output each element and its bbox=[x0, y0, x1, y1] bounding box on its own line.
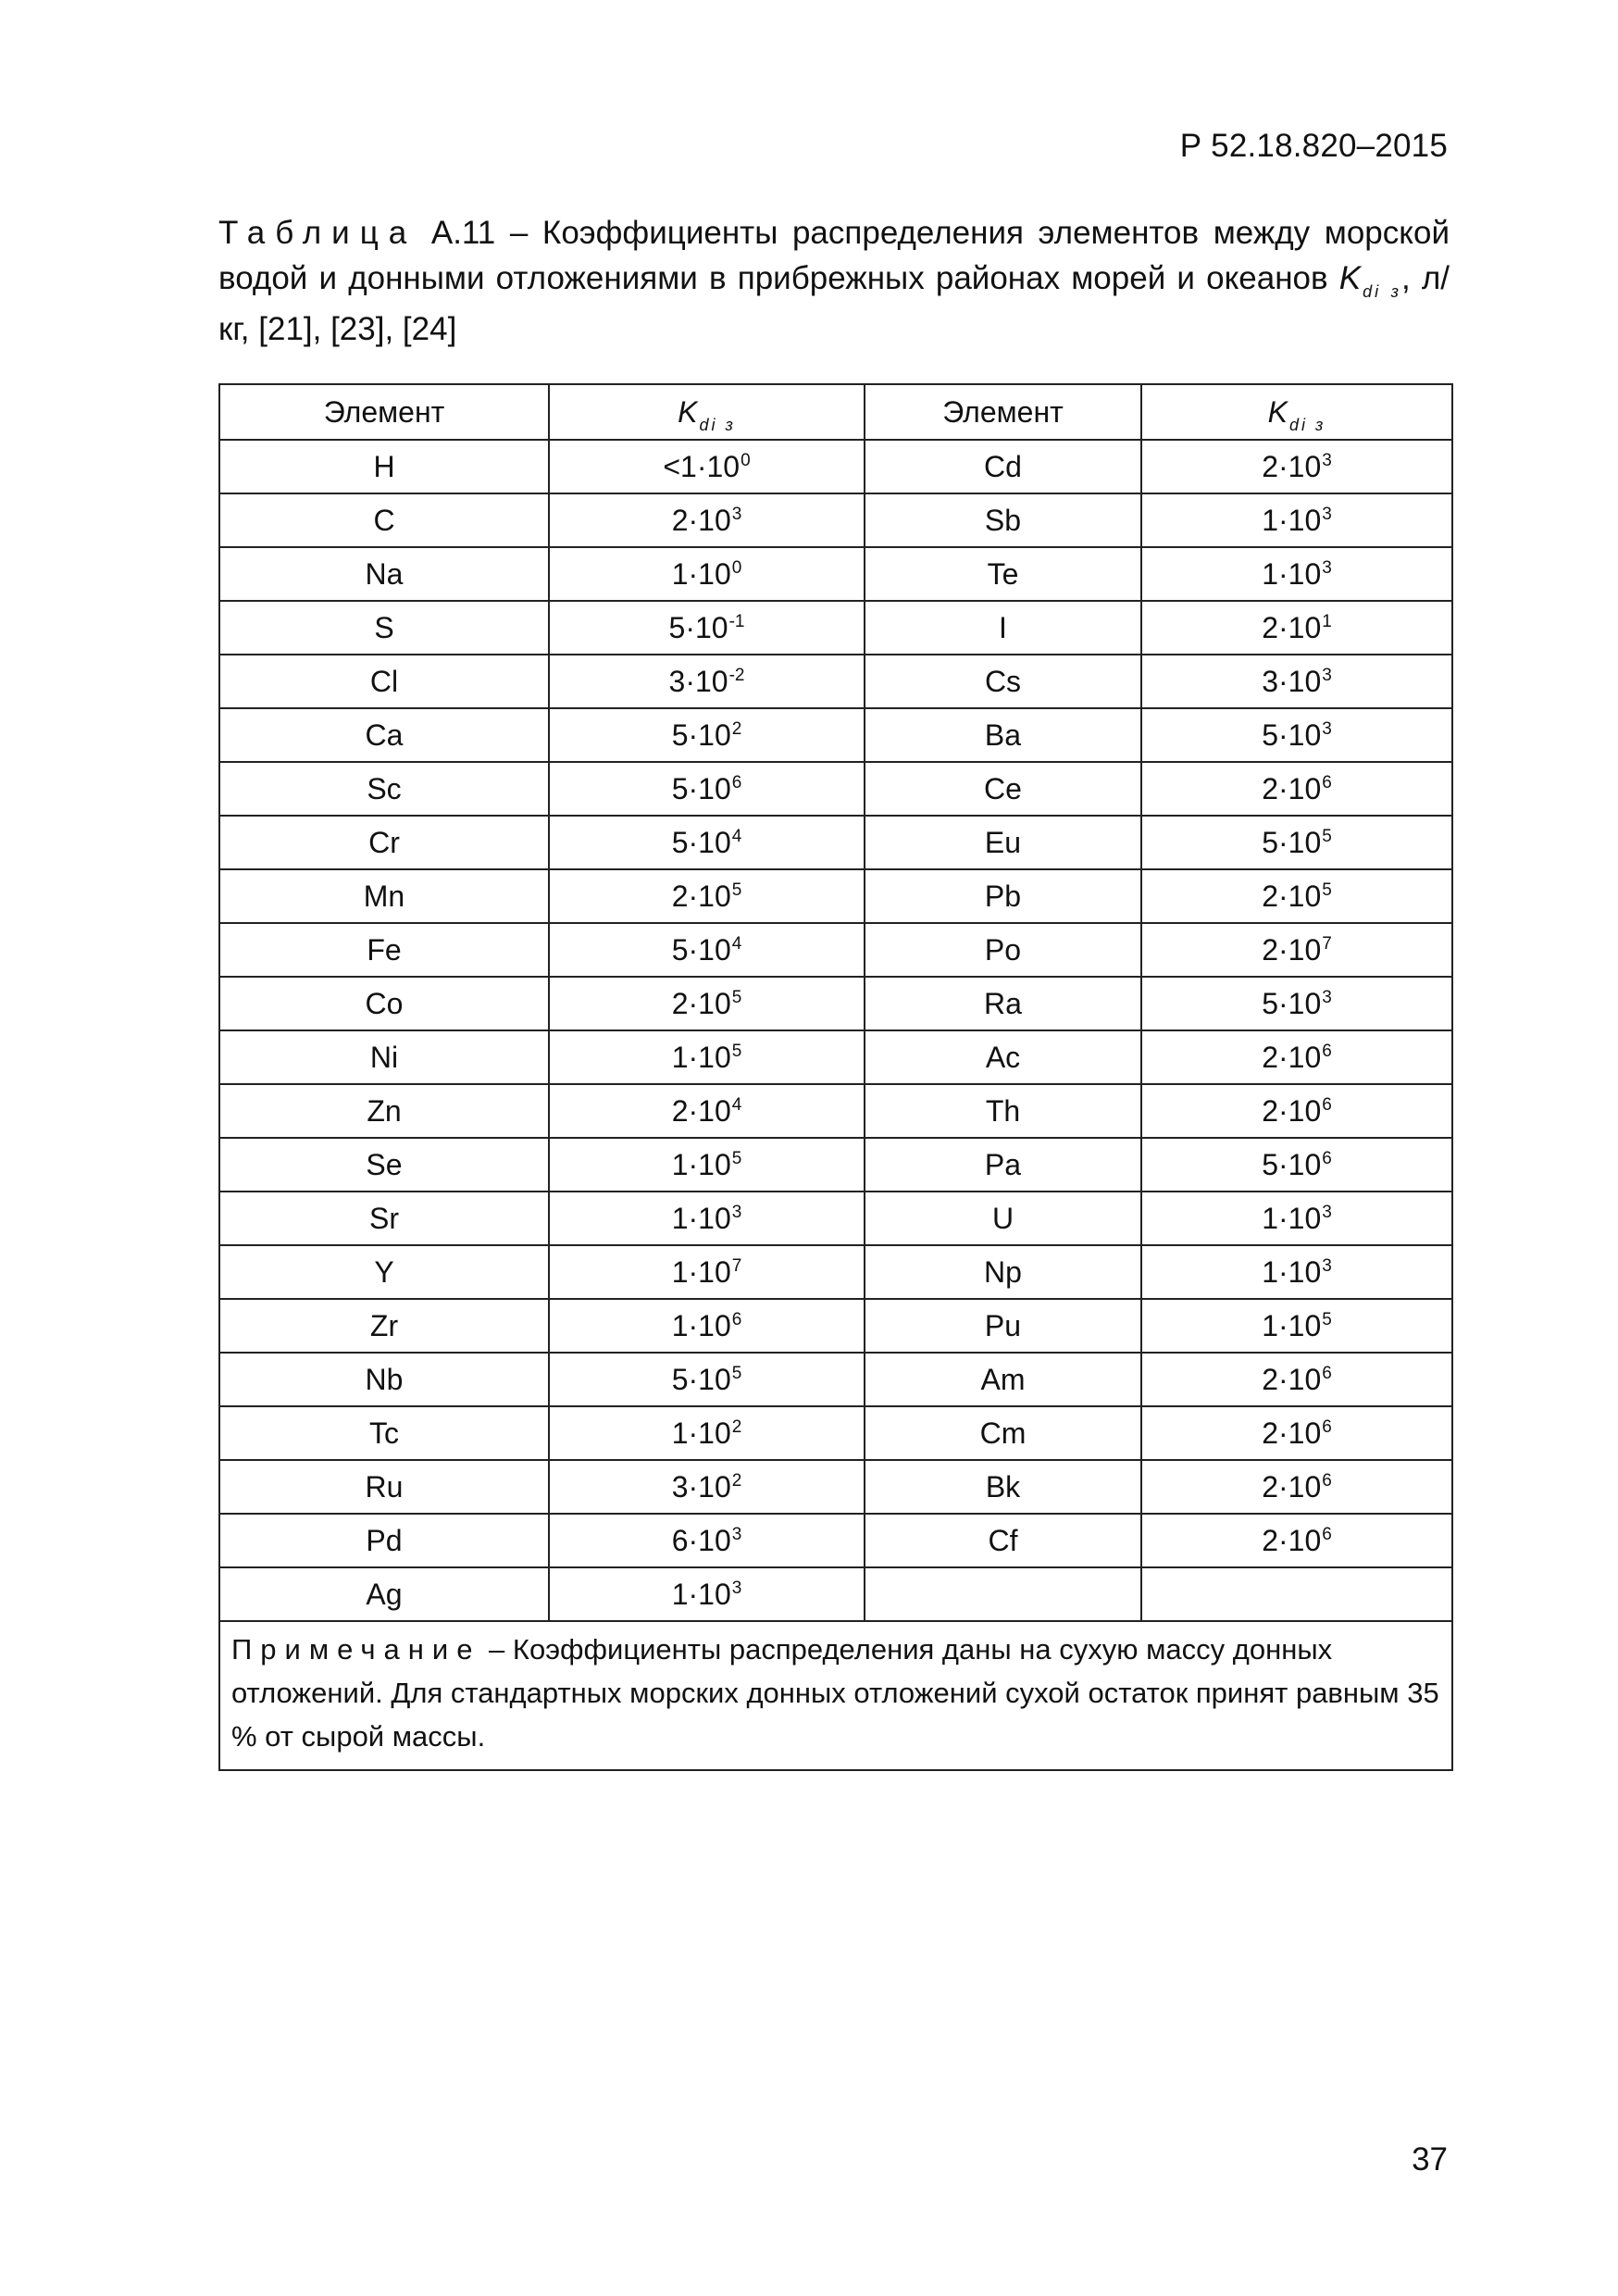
element-cell: Bk bbox=[865, 1460, 1141, 1514]
coefficient-exponent: 5 bbox=[731, 987, 742, 1007]
coefficient-cell bbox=[1141, 1406, 1452, 1460]
coefficient-mantissa: 2·10 bbox=[671, 503, 731, 537]
coefficient-cell bbox=[1141, 1460, 1452, 1514]
coefficient-cell bbox=[549, 1460, 865, 1514]
element-cell: Mn bbox=[219, 869, 549, 923]
header-k-subscript: di з bbox=[1288, 415, 1326, 434]
coefficient-exponent: 6 bbox=[1322, 1094, 1332, 1115]
element-cell: Tc bbox=[219, 1406, 549, 1460]
table-note bbox=[219, 1621, 1452, 1770]
coefficient-mantissa: 5·10 bbox=[671, 1362, 731, 1396]
coefficient-exponent: 6 bbox=[1322, 1041, 1332, 1061]
coefficient-cell bbox=[549, 1353, 865, 1406]
caption-label: Таблица bbox=[218, 215, 417, 251]
element-cell: Te bbox=[865, 547, 1141, 601]
element-cell: Sb bbox=[865, 493, 1141, 547]
coefficient-cell bbox=[549, 1406, 865, 1460]
coefficient-exponent: 5 bbox=[1322, 826, 1332, 846]
coefficient-exponent: 5 bbox=[731, 1148, 742, 1168]
element-cell: Pd bbox=[219, 1514, 549, 1567]
coefficient-cell bbox=[1141, 1299, 1452, 1353]
coefficient-cell bbox=[549, 1138, 865, 1192]
coefficient-exponent: 4 bbox=[731, 933, 742, 954]
coefficient-cell bbox=[549, 923, 865, 977]
element-cell: Ba bbox=[865, 708, 1141, 762]
coefficient-exponent: 7 bbox=[731, 1255, 742, 1276]
coefficient-cell bbox=[1141, 493, 1452, 547]
element-cell: Y bbox=[219, 1245, 549, 1299]
table-row bbox=[219, 708, 1452, 762]
header-element: Элемент bbox=[219, 384, 549, 440]
coefficient-exponent: 1 bbox=[1322, 611, 1332, 631]
coefficient-mantissa: 2·10 bbox=[1262, 771, 1322, 805]
coefficient-cell bbox=[1141, 816, 1452, 869]
element-cell: Cm bbox=[865, 1406, 1141, 1460]
element-cell: H bbox=[219, 440, 549, 493]
note-row bbox=[219, 1621, 1452, 1770]
table-row bbox=[219, 493, 1452, 547]
coefficient-mantissa: 5·10 bbox=[671, 718, 731, 752]
coefficient-mantissa: 5·10 bbox=[668, 610, 728, 644]
coefficient-cell bbox=[1141, 655, 1452, 708]
caption-variable-subscript: di з bbox=[1363, 282, 1401, 301]
coefficient-cell bbox=[549, 869, 865, 923]
element-cell: Np bbox=[865, 1245, 1141, 1299]
element-cell: Pa bbox=[865, 1138, 1141, 1192]
element-cell: Cd bbox=[865, 440, 1141, 493]
coefficient-exponent: 6 bbox=[1322, 1416, 1332, 1437]
element-cell: Nb bbox=[219, 1353, 549, 1406]
element-cell: Ce bbox=[865, 762, 1141, 816]
coefficient-mantissa: 6·10 bbox=[671, 1523, 731, 1557]
coefficient-cell bbox=[1141, 1192, 1452, 1245]
coefficient-cell bbox=[1141, 601, 1452, 655]
table-row bbox=[219, 923, 1452, 977]
coefficient-mantissa: 5·10 bbox=[1262, 825, 1322, 859]
coefficient-mantissa: 5·10 bbox=[671, 932, 731, 967]
coefficient-cell bbox=[1141, 1514, 1452, 1567]
coefficient-mantissa: 2·10 bbox=[671, 986, 731, 1020]
coefficient-exponent: 6 bbox=[1322, 772, 1332, 792]
table-row bbox=[219, 1192, 1452, 1245]
table-row bbox=[219, 601, 1452, 655]
element-cell: Ag bbox=[219, 1567, 549, 1621]
header-element: Элемент bbox=[865, 384, 1141, 440]
element-cell: S bbox=[219, 601, 549, 655]
header-k-main: K bbox=[678, 394, 698, 429]
coefficient-cell bbox=[1141, 762, 1452, 816]
coefficient-mantissa: 2·10 bbox=[671, 1093, 731, 1128]
element-cell: Cr bbox=[219, 816, 549, 869]
coefficient-cell bbox=[1141, 1138, 1452, 1192]
coefficient-cell bbox=[549, 655, 865, 708]
coefficient-cell bbox=[549, 1245, 865, 1299]
coefficient-exponent: 6 bbox=[1322, 1363, 1332, 1383]
coefficient-cell bbox=[1141, 708, 1452, 762]
element-cell: I bbox=[865, 601, 1141, 655]
coefficient-mantissa: 2·10 bbox=[1262, 610, 1322, 644]
coefficient-mantissa: 1·10 bbox=[671, 1416, 731, 1450]
coefficient-mantissa: 1·10 bbox=[671, 1308, 731, 1342]
coefficient-exponent: 3 bbox=[731, 1578, 742, 1598]
table-row bbox=[219, 1514, 1452, 1567]
coefficient-cell bbox=[1141, 547, 1452, 601]
coefficient-exponent: 3 bbox=[1322, 665, 1332, 685]
table-row bbox=[219, 1299, 1452, 1353]
coefficient-mantissa: 1·10 bbox=[1262, 1254, 1322, 1289]
coefficient-mantissa: 5·10 bbox=[671, 771, 731, 805]
element-cell: Ru bbox=[219, 1460, 549, 1514]
coefficient-mantissa: 5·10 bbox=[1262, 986, 1322, 1020]
element-cell: Cf bbox=[865, 1514, 1141, 1567]
table-row bbox=[219, 762, 1452, 816]
caption-tail: , л/кг, [21], [23], [24] bbox=[218, 260, 1450, 347]
coefficient-exponent: 3 bbox=[1322, 450, 1332, 470]
element-cell: Pb bbox=[865, 869, 1141, 923]
coefficient-exponent: 3 bbox=[1322, 718, 1332, 739]
coefficient-cell bbox=[1141, 1353, 1452, 1406]
coefficient-cell bbox=[549, 762, 865, 816]
table-row bbox=[219, 1353, 1452, 1406]
coefficient-exponent: 7 bbox=[1322, 933, 1332, 954]
coefficient-mantissa: 5·10 bbox=[671, 825, 731, 859]
coefficient-exponent: 6 bbox=[1322, 1524, 1332, 1544]
coefficient-exponent: 3 bbox=[731, 504, 742, 524]
coefficient-exponent: 5 bbox=[1322, 880, 1332, 900]
coefficient-cell bbox=[549, 601, 865, 655]
coefficient-cell bbox=[549, 1192, 865, 1245]
coefficient-mantissa: 2·10 bbox=[1262, 879, 1322, 913]
coefficient-exponent: 3 bbox=[1322, 557, 1332, 578]
coefficient-exponent: 6 bbox=[1322, 1148, 1332, 1168]
element-cell: Th bbox=[865, 1084, 1141, 1138]
coefficient-mantissa: 2·10 bbox=[1262, 1362, 1322, 1396]
element-cell: Se bbox=[219, 1138, 549, 1192]
element-cell: Co bbox=[219, 977, 549, 1030]
coefficient-exponent: 6 bbox=[1322, 1470, 1332, 1491]
coefficient-cell bbox=[549, 708, 865, 762]
coefficient-cell bbox=[1141, 977, 1452, 1030]
element-cell: Sr bbox=[219, 1192, 549, 1245]
table-row bbox=[219, 869, 1452, 923]
note-text: – Коэффициенты распределения даны на сухую массу донных отложений. Для стандартных морских донных отложений сухой остаток принят равным 35 % от сырой массы. bbox=[231, 1633, 1439, 1753]
coefficient-mantissa: 3·10 bbox=[671, 1469, 731, 1504]
coefficient-mantissa: 1·10 bbox=[671, 1147, 731, 1181]
table-row bbox=[219, 816, 1452, 869]
coefficient-cell bbox=[549, 1567, 865, 1621]
element-cell: Am bbox=[865, 1353, 1141, 1406]
coefficient-exponent: 3 bbox=[1322, 1255, 1332, 1276]
table-row bbox=[219, 1084, 1452, 1138]
coefficient-mantissa: 2·10 bbox=[1262, 1040, 1322, 1074]
coefficient-cell bbox=[549, 977, 865, 1030]
coefficient-mantissa: 3·10 bbox=[668, 664, 728, 698]
element-cell: Cs bbox=[865, 655, 1141, 708]
coefficient-mantissa: 3·10 bbox=[1262, 664, 1322, 698]
coefficient-cell bbox=[549, 1299, 865, 1353]
coefficient-exponent: -2 bbox=[728, 665, 745, 685]
coefficient-cell bbox=[1141, 440, 1452, 493]
coefficient-mantissa: 2·10 bbox=[1262, 1469, 1322, 1504]
coefficient-mantissa: 5·10 bbox=[1262, 1147, 1322, 1181]
table-row bbox=[219, 655, 1452, 708]
table-header-row bbox=[219, 384, 1452, 440]
element-cell bbox=[865, 1567, 1141, 1621]
coefficient-mantissa: 2·10 bbox=[1262, 1523, 1322, 1557]
header-k-subscript: di з bbox=[699, 415, 736, 434]
doc-number: Р 52.18.820–2015 bbox=[1179, 128, 1448, 164]
coefficient-exponent: 6 bbox=[731, 772, 742, 792]
table-row bbox=[219, 1567, 1452, 1621]
element-cell: Ni bbox=[219, 1030, 549, 1084]
element-cell: C bbox=[219, 493, 549, 547]
coefficient-cell bbox=[549, 1514, 865, 1567]
coefficient-mantissa: 1·10 bbox=[1262, 1201, 1322, 1235]
caption-text: – Коэффициенты распределения элементов между морской водой и донными отложениями в прибрежных районах морей и океанов bbox=[218, 215, 1450, 296]
coefficient-exponent: 5 bbox=[731, 1041, 742, 1061]
table-row bbox=[219, 1030, 1452, 1084]
header-k-main: K bbox=[1267, 394, 1288, 429]
table-caption bbox=[218, 210, 1450, 352]
element-cell: Ac bbox=[865, 1030, 1141, 1084]
coefficient-exponent: 3 bbox=[1322, 504, 1332, 524]
page-number: 37 bbox=[1412, 2141, 1448, 2177]
coefficient-cell bbox=[549, 1084, 865, 1138]
coefficient-mantissa: 1·10 bbox=[671, 1201, 731, 1235]
table-row bbox=[219, 1138, 1452, 1192]
table-row bbox=[219, 1245, 1452, 1299]
distribution-table bbox=[218, 383, 1453, 1771]
coefficient-exponent: 3 bbox=[731, 1524, 742, 1544]
coefficient-cell bbox=[1141, 869, 1452, 923]
coefficient-mantissa: 1·10 bbox=[671, 1254, 731, 1289]
coefficient-exponent: 2 bbox=[731, 1470, 742, 1491]
element-cell: Po bbox=[865, 923, 1141, 977]
coefficient-exponent: 2 bbox=[731, 718, 742, 739]
table-row bbox=[219, 1406, 1452, 1460]
coefficient-mantissa: 2·10 bbox=[671, 879, 731, 913]
element-cell: Zr bbox=[219, 1299, 549, 1353]
caption-number: А.11 bbox=[430, 215, 496, 251]
coefficient-cell bbox=[1141, 923, 1452, 977]
element-cell: Ra bbox=[865, 977, 1141, 1030]
element-cell: U bbox=[865, 1192, 1141, 1245]
element-cell: Zn bbox=[219, 1084, 549, 1138]
coefficient-exponent: 0 bbox=[731, 557, 742, 578]
caption-variable: K bbox=[1338, 260, 1362, 296]
coefficient-cell bbox=[549, 816, 865, 869]
coefficient-exponent: 3 bbox=[1322, 987, 1332, 1007]
coefficient-mantissa: 2·10 bbox=[1262, 932, 1322, 967]
coefficient-exponent: 2 bbox=[731, 1416, 742, 1437]
coefficient-exponent: 5 bbox=[731, 1363, 742, 1383]
element-cell: Sc bbox=[219, 762, 549, 816]
table-row bbox=[219, 1460, 1452, 1514]
coefficient-exponent: 5 bbox=[1322, 1309, 1332, 1329]
header-k bbox=[549, 384, 865, 440]
coefficient-exponent: 3 bbox=[1322, 1202, 1332, 1222]
coefficient-cell bbox=[1141, 1030, 1452, 1084]
element-cell: Fe bbox=[219, 923, 549, 977]
note-label: Примечание bbox=[231, 1633, 481, 1666]
coefficient-exponent: 4 bbox=[731, 826, 742, 846]
coefficient-exponent: 6 bbox=[731, 1309, 742, 1329]
coefficient-cell bbox=[1141, 1245, 1452, 1299]
coefficient-exponent: 4 bbox=[731, 1094, 742, 1115]
table-row bbox=[219, 440, 1452, 493]
coefficient-mantissa: 2·10 bbox=[1262, 449, 1322, 483]
coefficient-cell bbox=[549, 1030, 865, 1084]
header-k bbox=[1141, 384, 1452, 440]
element-cell: Na bbox=[219, 547, 549, 601]
element-cell: Ca bbox=[219, 708, 549, 762]
element-cell: Cl bbox=[219, 655, 549, 708]
coefficient-mantissa: 1·10 bbox=[671, 1040, 731, 1074]
table-row bbox=[219, 547, 1452, 601]
coefficient-exponent: 3 bbox=[731, 1202, 742, 1222]
coefficient-exponent: 0 bbox=[741, 450, 751, 470]
coefficient-cell bbox=[549, 547, 865, 601]
coefficient-cell bbox=[1141, 1084, 1452, 1138]
coefficient-mantissa: 1·10 bbox=[671, 1577, 731, 1611]
coefficient-cell bbox=[549, 493, 865, 547]
element-cell: Eu bbox=[865, 816, 1141, 869]
coefficient-cell bbox=[1141, 1567, 1452, 1621]
coefficient-mantissa: 1·10 bbox=[1262, 1308, 1322, 1342]
coefficient-exponent: -1 bbox=[728, 611, 745, 631]
table-row bbox=[219, 977, 1452, 1030]
element-cell: Pu bbox=[865, 1299, 1141, 1353]
coefficient-cell bbox=[549, 440, 865, 493]
coefficient-mantissa: 5·10 bbox=[1262, 718, 1322, 752]
coefficient-mantissa: 1·10 bbox=[1262, 503, 1322, 537]
coefficient-mantissa: <1·10 bbox=[663, 449, 741, 483]
coefficient-exponent: 5 bbox=[731, 880, 742, 900]
coefficient-mantissa: 2·10 bbox=[1262, 1093, 1322, 1128]
coefficient-mantissa: 1·10 bbox=[671, 556, 731, 591]
coefficient-mantissa: 1·10 bbox=[1262, 556, 1322, 591]
coefficient-mantissa: 2·10 bbox=[1262, 1416, 1322, 1450]
